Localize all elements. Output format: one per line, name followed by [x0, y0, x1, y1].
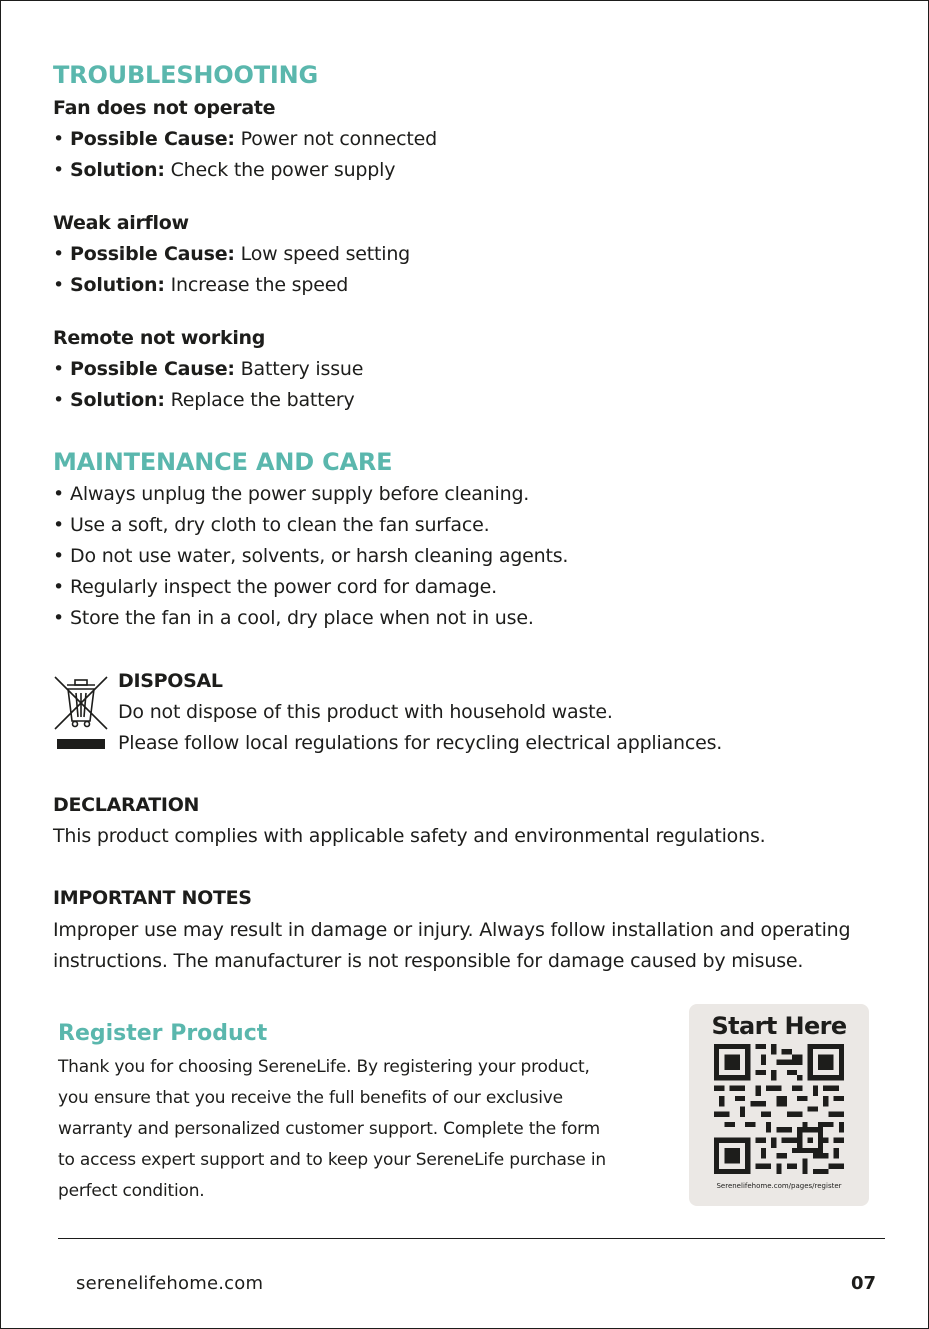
footer-website[interactable]: serenelifehome.com [76, 1273, 264, 1294]
cause-text: Power not connected [240, 128, 438, 150]
solution-label: Solution: [70, 389, 165, 411]
important-notes-line: instructions. The manufacturer is not responsible for damage caused by misuse. [53, 950, 804, 972]
cause-label: Possible Cause: [70, 358, 235, 380]
register-line: Thank you for choosing SereneLife. By registering your product, [58, 1057, 590, 1077]
issue-cause [53, 128, 437, 150]
issue-heading: Weak airflow [53, 212, 189, 234]
weee-crossed-bin-icon [53, 673, 109, 753]
maintenance-title: MAINTENANCE AND CARE [53, 448, 393, 476]
register-line: warranty and personalized customer support. Complete the form [58, 1119, 601, 1139]
important-notes-title: IMPORTANT NOTES [53, 887, 252, 909]
troubleshooting-title: TROUBLESHOOTING [53, 61, 318, 89]
disposal-line: Do not dispose of this product with household waste. [118, 701, 613, 723]
cause-label: Possible Cause: [70, 128, 235, 150]
cause-text: Battery issue [240, 358, 364, 380]
qr-code-icon[interactable] [714, 1044, 844, 1174]
solution-text: Check the power supply [170, 159, 396, 181]
maintenance-item: • Regularly inspect the power cord for damage. [53, 576, 497, 598]
page-number: 07 [850, 1273, 876, 1294]
issue-solution [53, 274, 348, 296]
solution-text: Replace the battery [170, 389, 355, 411]
register-qr-card[interactable] [689, 1004, 869, 1206]
qr-url[interactable]: Serenelifehome.com/pages/register [716, 1182, 842, 1190]
issue-solution [53, 159, 395, 181]
maintenance-item: • Always unplug the power supply before cleaning. [53, 483, 529, 505]
solution-text: Increase the speed [170, 274, 349, 296]
register-title: Register Product [58, 1021, 268, 1046]
disposal-line: Please follow local regulations for recycling electrical appliances. [118, 732, 723, 754]
issue-cause [53, 358, 363, 380]
maintenance-item: • Use a soft, dry cloth to clean the fan surface. [53, 514, 489, 536]
cause-label: Possible Cause: [70, 243, 235, 265]
register-line: perfect condition. [58, 1181, 205, 1201]
solution-label: Solution: [70, 159, 165, 181]
register-line: you ensure that you receive the full benefits of our exclusive [58, 1088, 563, 1108]
register-line: to access expert support and to keep your SereneLife purchase in [58, 1150, 606, 1170]
declaration-text: This product complies with applicable safety and environmental regulations. [53, 825, 766, 847]
issue-heading: Remote not working [53, 327, 266, 349]
cause-text: Low speed setting [240, 243, 411, 265]
maintenance-item: • Do not use water, solvents, or harsh cleaning agents. [53, 545, 568, 567]
solution-label: Solution: [70, 274, 165, 296]
issue-solution [53, 389, 355, 411]
footer-divider [58, 1238, 885, 1239]
disposal-title: DISPOSAL [118, 670, 223, 692]
important-notes-line: Improper use may result in damage or injury. Always follow installation and operating [53, 919, 851, 941]
issue-cause [53, 243, 410, 265]
qr-title: Start Here [711, 1012, 847, 1040]
maintenance-item: • Store the fan in a cool, dry place when not in use. [53, 607, 534, 629]
declaration-title: DECLARATION [53, 794, 200, 816]
issue-heading: Fan does not operate [53, 97, 276, 119]
